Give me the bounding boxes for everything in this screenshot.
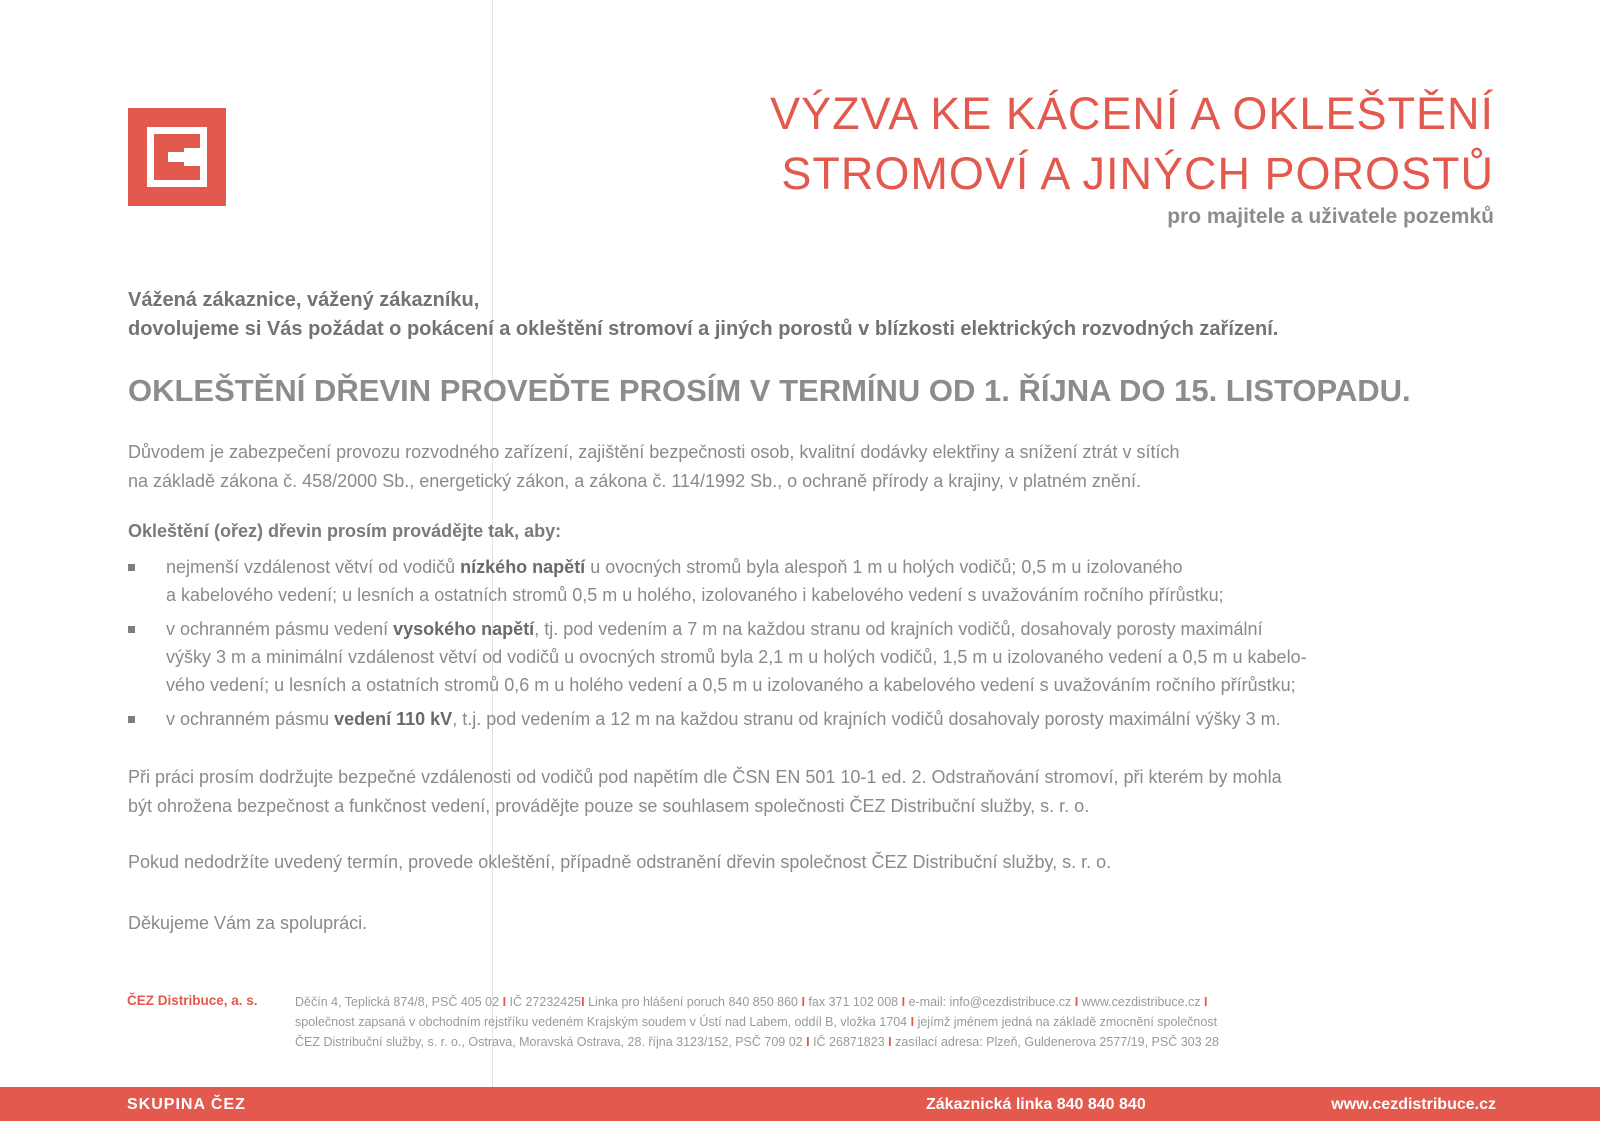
imprint-registry: společnost zapsaná v obchodním rejstříku vedeném Krajským soudem v Ústí nad Labem, oddíl B, vložka 1704 — [295, 1015, 908, 1029]
greeting — [128, 286, 1278, 344]
imprint-fax: fax 371 102 008 — [808, 995, 899, 1009]
rule-text-line: a kabelového vedení; u lesních a ostatních stromů 0,5 m u holého, izolovaného i kabelového vedení s uvažováním ročního přírůstku; — [166, 585, 1224, 605]
bullet-square-icon — [128, 626, 135, 633]
title-line-1: VÝZVA KE KÁCENÍ A OKLEŠTĚNÍ — [770, 88, 1494, 139]
imprint-address: Děčín 4, Teplická 874/8, PSČ 405 02 — [295, 995, 500, 1009]
imprint-agent: jejímž jménem jedná na základě zmocnění společnost — [917, 1015, 1218, 1029]
bullet-square-icon — [128, 716, 135, 723]
rule-text: v ochranném pásmu — [166, 709, 335, 729]
imprint-separator: I — [1204, 995, 1208, 1009]
deadline-warning-paragraph: Pokud nedodržíte uvedený termín, provede okleštění, případně odstranění dřevin společnost ČEZ Distribuční služby, s. r. o. — [128, 852, 1112, 872]
pruning-rules-list — [128, 553, 1307, 739]
greeting-line-2: dovolujeme si Vás požádat o pokácení a okleštění stromoví a jiných porostů v blízkosti elektrických rozvodných zařízení. — [128, 318, 1279, 340]
footer-group-name: SKUPINA ČEZ — [127, 1096, 246, 1113]
imprint-line-1 — [295, 992, 1219, 1012]
rule-text: , t.j. pod vedením a 12 m na každou stranu od krajních vodičů dosahovaly porosty maximální výšky 3 m. — [452, 709, 1281, 729]
thanks-paragraph: Děkujeme Vám za spolupráci. — [128, 913, 368, 933]
title-subtitle: pro majitele a uživatele pozemků — [1167, 205, 1494, 228]
safety-line-2: být ohrožena bezpečnost a funkčnost vedení, provádějte pouze se souhlasem společnosti ČEZ Distribuční služby, s. r. o. — [128, 796, 1090, 816]
rule-text: nejmenší vzdálenost větví od vodičů — [166, 557, 461, 577]
rule-text: u ovocných stromů byla alespoň 1 m u holých vodičů; 0,5 m u izolovaného — [585, 557, 1183, 577]
safety-paragraph — [128, 763, 1282, 821]
imprint-mailing-address: zasílací adresa: Plzeň, Guldenerova 2577/19, PSČ 303 28 — [895, 1035, 1219, 1049]
reason-paragraph — [128, 438, 1180, 496]
imprint-separator: I — [910, 1015, 915, 1029]
greeting-line-1: Vážená zákaznice, vážený zákazníku, — [128, 289, 480, 311]
bullet-square-icon — [128, 564, 135, 571]
rule-emphasis: nízkého napětí — [460, 557, 586, 577]
safety-line-1: Při práci prosím dodržujte bezpečné vzdálenosti od vodičů pod napětím dle ČSN EN 501 10-1 ed. 2. Odstraňování stromoví, při kterém by mohla — [128, 767, 1282, 787]
title-line-2: STROMOVÍ A JINÝCH POROSTŮ — [781, 148, 1494, 199]
pruning-instructions-heading: Okleštění (ořez) dřevin prosím provádějte tak, aby: — [128, 521, 562, 541]
imprint-separator: I — [502, 995, 507, 1009]
footer-hotline: Zákaznická linka 840 840 840 — [926, 1096, 1146, 1113]
imprint-line-2 — [295, 1012, 1219, 1032]
list-item — [128, 553, 1307, 609]
imprint-web: www.cezdistribuce.cz — [1081, 995, 1201, 1009]
document-title — [770, 84, 1494, 232]
imprint-separator: I — [1074, 995, 1079, 1009]
list-item — [128, 615, 1307, 699]
imprint-separator: I — [801, 995, 805, 1009]
imprint-hotline: Linka pro hlášení poruch 840 850 860 — [588, 995, 798, 1009]
imprint-separator: I — [888, 1035, 892, 1049]
footer-website-link[interactable]: www.cezdistribuce.cz — [1331, 1096, 1496, 1113]
imprint-email: e-mail: info@cezdistribuce.cz — [908, 995, 1072, 1009]
reason-line-1: Důvodem je zabezpečení provozu rozvodného zařízení, zajištění bezpečnosti osob, kvalitní dodávky elektřiny a snížení ztrát v sítích — [128, 442, 1180, 462]
company-imprint — [295, 992, 1219, 1052]
imprint-agent-name: ČEZ Distribuční služby, s. r. o., Ostrava, Moravská Ostrava, 28. října 3123/152, PSČ 709 02 — [295, 1035, 803, 1049]
imprint-separator: I — [581, 995, 585, 1009]
company-name: ČEZ Distribuce, a. s. — [127, 993, 258, 1008]
rule-emphasis: vysokého napětí — [393, 619, 535, 639]
imprint-agent-ico: IČ 26871823 — [813, 1035, 885, 1049]
reason-line-2: na základě zákona č. 458/2000 Sb., energetický zákon, a zákona č. 114/1992 Sb., o ochraně přírody a krajiny, v platném znění. — [128, 471, 1141, 491]
imprint-ico: IČ 27232425 — [509, 995, 582, 1009]
cez-logo-icon — [128, 108, 226, 206]
imprint-separator: I — [901, 995, 906, 1009]
rule-text-line: výšky 3 m a minimální vzdálenost větví od vodičů u ovocných stromů byla 2,1 m u holých vodičů, 1,5 m u izolovaného vedení a 0,5 m u kabelo- — [166, 647, 1307, 667]
footer-bar — [0, 1087, 1600, 1121]
rule-emphasis: vedení 110 kV — [334, 709, 453, 729]
rule-text: v ochranném pásmu vedení — [166, 619, 394, 639]
rule-text: , tj. pod vedením a 7 m na každou stranu od krajních vodičů, dosahovaly porosty maximální — [534, 619, 1263, 639]
deadline-headline: OKLEŠTĚNÍ DŘEVIN PROVEĎTE PROSÍM V TERMÍNU OD 1. ŘÍJNA DO 15. LISTOPADU. — [128, 373, 1411, 408]
list-item — [128, 705, 1307, 733]
imprint-separator: I — [806, 1035, 810, 1049]
rule-text-line: vého vedení; u lesních a ostatních stromů 0,6 m u holého vedení a 0,5 m u izolovaného a kabelového vedení s uvažováním ročního přírůstku; — [166, 675, 1296, 695]
imprint-line-3 — [295, 1032, 1219, 1052]
